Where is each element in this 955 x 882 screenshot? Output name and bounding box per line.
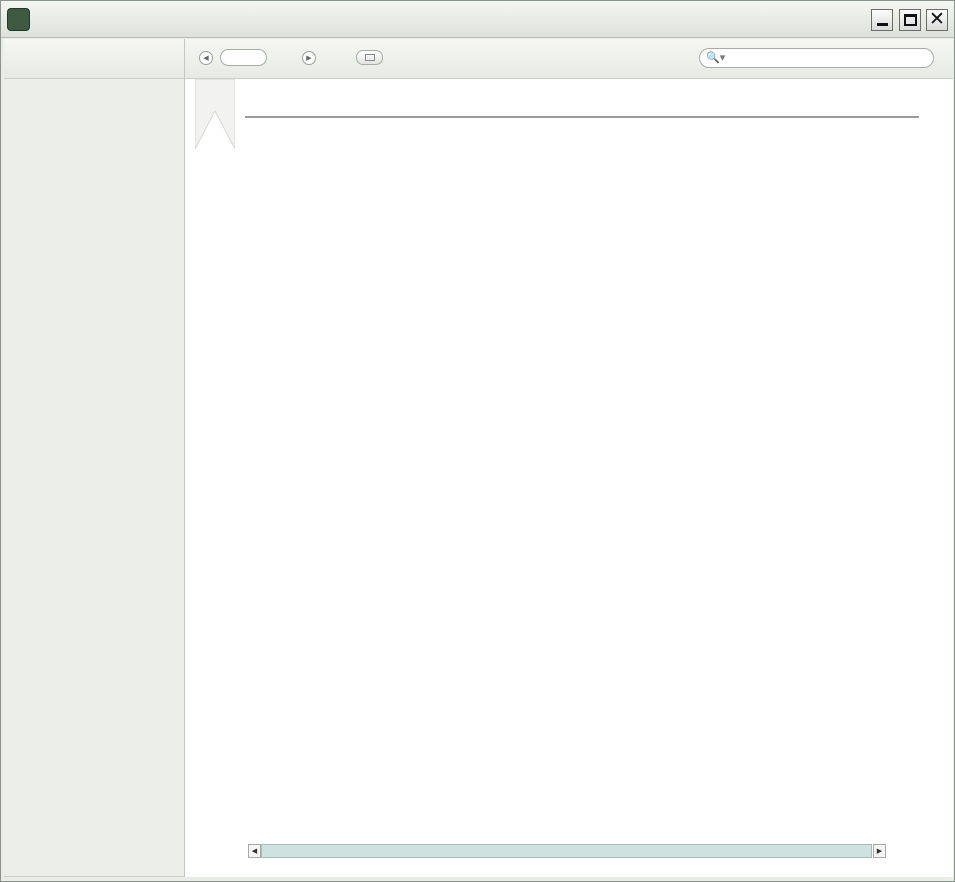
minimize-icon — [877, 23, 888, 26]
view-mode-button[interactable] — [356, 50, 383, 65]
search-box[interactable] — [699, 48, 934, 68]
close-icon: ✕ — [929, 8, 945, 30]
reader-toolbar — [185, 39, 953, 79]
running-head — [245, 97, 919, 118]
prev-page-button[interactable]: ◀ — [199, 51, 213, 65]
reading-pane — [185, 39, 953, 877]
title-bar[interactable] — [1, 1, 954, 38]
bookmark-ribbon-icon[interactable] — [195, 79, 235, 149]
search-icon[interactable]: 🔍▾ — [706, 51, 726, 64]
bottom-nav — [4, 876, 184, 877]
app-logo-icon — [7, 8, 30, 31]
next-page-button[interactable]: ▶ — [302, 51, 316, 65]
search-input[interactable] — [728, 51, 923, 65]
book-text — [219, 309, 919, 333]
progress-slider[interactable] — [261, 844, 872, 858]
progress-back-button[interactable]: ◀ — [248, 844, 261, 858]
logo-bar — [4, 39, 184, 79]
reading-progress — [233, 843, 933, 859]
minimize-button[interactable] — [871, 9, 893, 31]
sidebar — [4, 39, 185, 877]
maximize-icon — [904, 14, 917, 26]
close-button[interactable] — [926, 9, 948, 31]
page-number-input[interactable] — [220, 49, 267, 66]
page-view-icon — [365, 54, 375, 61]
progress-forward-button[interactable]: ▶ — [873, 844, 886, 858]
maximize-button[interactable] — [899, 9, 921, 31]
